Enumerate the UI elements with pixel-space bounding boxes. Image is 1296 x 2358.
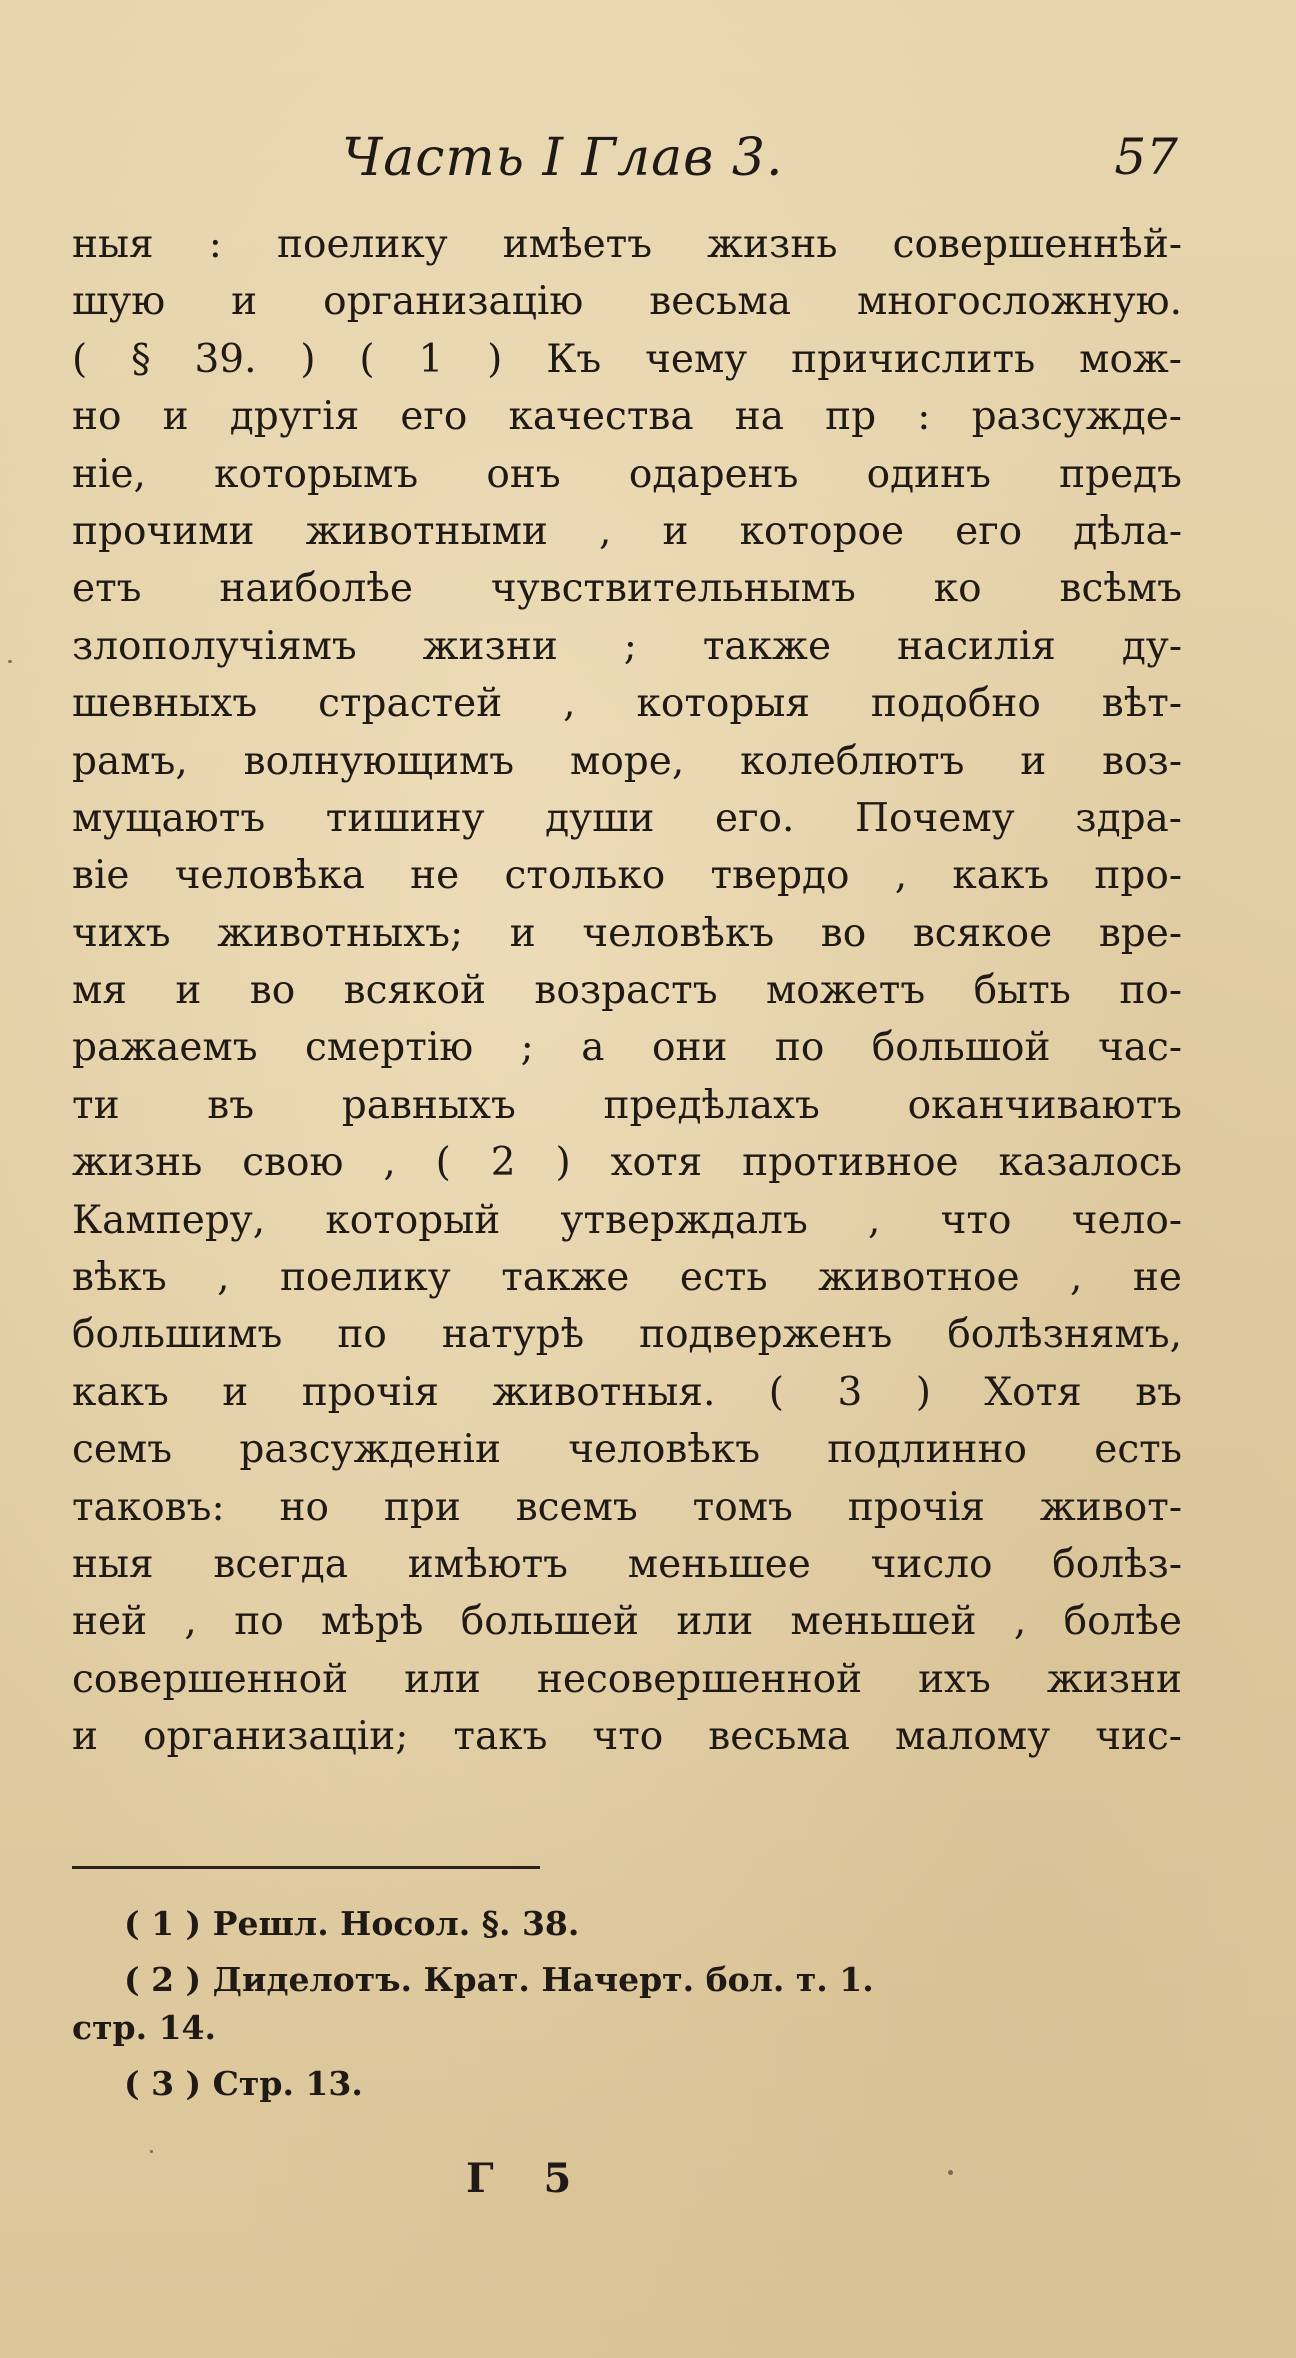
footnote-1: ( 1 ) Решл. Носол. §. 38. [124, 1904, 580, 1943]
text-line: жизнь свою , ( 2 ) хотя противное казалось [72, 1140, 1182, 1186]
text-line: злополучіямъ жизни ; также насилія ду- [72, 623, 1182, 669]
body-text [72, 216, 1182, 1766]
text-line: чихъ животныхъ; и человѣкъ во всякое вре- [72, 910, 1182, 956]
ink-speck [150, 2150, 153, 2153]
text-line: ныя всегда имѣютъ меньшее число болѣз- [72, 1541, 1182, 1587]
footnote-rule [72, 1866, 540, 1869]
signature-mark: Г 5 [466, 2155, 590, 2202]
text-line: шую и организацію весьма многосложную. [72, 279, 1182, 325]
footnote-2 [72, 1956, 1182, 2052]
footnote-3: ( 3 ) Стр. 13. [124, 2064, 363, 2103]
text-line: етъ наиболѣе чувствительнымъ ко всѣмъ [72, 566, 1182, 612]
ink-speck [8, 660, 12, 663]
text-line: ражаемъ смертію ; а они по большой час- [72, 1025, 1182, 1071]
text-line: таковъ: но при всемъ томъ прочія живот- [72, 1484, 1182, 1530]
text-line: мущаютъ тишину души его. Почему здра- [72, 795, 1182, 841]
text-line: ніе, которымъ онъ одаренъ одинъ предъ [72, 451, 1182, 497]
text-line: вѣкъ , поелику также есть животное , не [72, 1255, 1182, 1301]
footnotes [72, 1900, 1182, 2116]
text-line: шевныхъ страстей , которыя подобно вѣт- [72, 681, 1182, 727]
text-line: ( § 39. ) ( 1 ) Къ чему причислить мож- [72, 336, 1182, 382]
text-line: рамъ, волнующимъ море, колеблютъ и воз- [72, 738, 1182, 784]
text-line: и организаціи; такъ что весьма малому чис- [72, 1714, 1182, 1760]
text-line: ныя : поелику имѣетъ жизнь совершеннѣй- [72, 222, 1182, 267]
text-line: ней , по мѣрѣ большей или меньшей , болѣе [72, 1599, 1182, 1645]
page-number: 57 [1114, 128, 1178, 186]
running-head [0, 128, 1296, 198]
text-line: віе человѣка не столько твердо , какъ про- [72, 853, 1182, 899]
text-line: семъ разсужденіи человѣкъ подлинно есть [72, 1427, 1182, 1473]
footnote-2-line-2: стр. 14. [72, 2008, 217, 2047]
text-line: Камперу, который утверждалъ , что чело- [72, 1197, 1182, 1243]
footnote-2-line-1: ( 2 ) Диделотъ. Крат. Начерт. бол. т. 1. [124, 1960, 874, 1999]
ink-speck [948, 2170, 953, 2175]
running-title: Часть I Глав 3. [342, 128, 784, 188]
text-line: ти въ равныхъ предѣлахъ оканчиваютъ [72, 1082, 1182, 1128]
text-line: но и другія его качества на пр : разсужде- [72, 394, 1182, 440]
text-line: совершенной или несовершенной ихъ жизни [72, 1656, 1182, 1702]
text-line: большимъ по натурѣ подверженъ болѣзнямъ, [72, 1312, 1182, 1358]
text-line: какъ и прочія животныя. ( 3 ) Хотя въ [72, 1369, 1182, 1415]
text-line: мя и во всякой возрастъ можетъ быть по- [72, 968, 1182, 1014]
text-line: прочими животными , и которое его дѣла- [72, 508, 1182, 554]
